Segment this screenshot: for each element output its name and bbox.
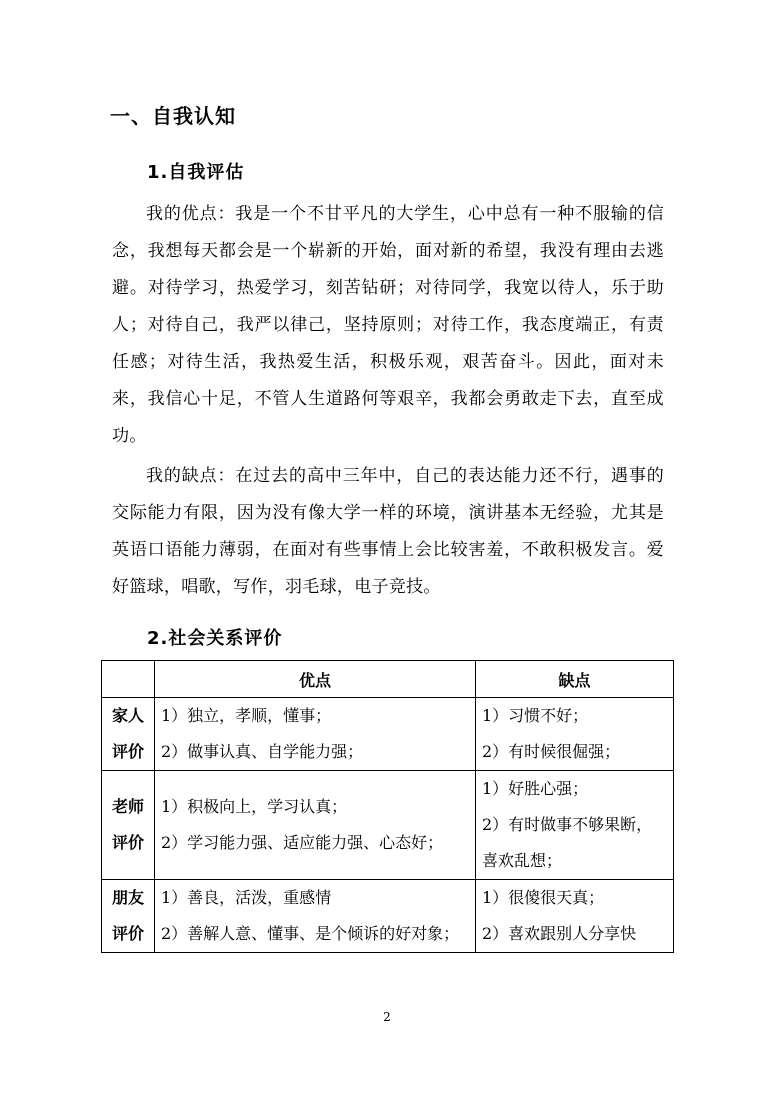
page-number: 2 — [383, 1010, 391, 1024]
table-row — [102, 698, 674, 771]
pros-cell — [155, 771, 476, 880]
row-label-line: 评价 — [111, 742, 144, 761]
cons-item: 2）喜欢跟别人分享快 — [482, 924, 637, 943]
row-label-line: 评价 — [111, 924, 144, 943]
pros-item: 1）独立，孝顺，懂事； — [161, 706, 332, 725]
table-header-row — [102, 661, 674, 698]
cons-cell — [476, 771, 674, 880]
row-label — [102, 771, 155, 880]
header-blank — [102, 661, 155, 698]
pros-cell — [155, 880, 476, 953]
cons-item: 1）习惯不好； — [482, 706, 589, 725]
weakness-paragraph: 我的缺点：在过去的高中三年中，自己的表达能力还不行，遇事的交际能力有限，因为没有像大学一样的环境，演讲基本无经验，尤其是英语口语能力薄弱，在面对有些事情上会比较害羞，不敢积极发言。爱好篮球，唱歌，写作，羽毛球，电子竞技。 — [112, 466, 664, 597]
pros-item: 1）善良，活泼，重感情 — [161, 888, 332, 907]
cons-item: 2）有时做事不够果断， — [482, 815, 653, 834]
pros-item: 1）积极向上，学习认真； — [161, 797, 348, 816]
header-pros: 优点 — [155, 661, 476, 698]
cons-cell — [476, 880, 674, 953]
strengths-paragraph: 我的优点：我是一个不甘平凡的大学生，心中总有一种不服输的信念，我想每天都会是一个崭新的开始，面对新的希望，我没有理由去逃避。对待学习，热爱学习，刻苦钻研；对待同学，我宽以待人，乐于助人；对待自己，我严以律己，坚持原则；对待工作，我态度端正，有责任感；对待生活，我热爱生活，积极乐观，艰苦奋斗。因此，面对未来，我信心十足，不管人生道路何等艰辛，我都会勇敢走下去，直至成功。 — [112, 204, 664, 446]
cons-item: 2）有时候很倔强； — [482, 742, 621, 761]
subsection-title-social-evaluation: 2.社会关系评价 — [147, 628, 283, 649]
row-label — [102, 698, 155, 771]
table-row — [102, 771, 674, 880]
row-label-line: 评价 — [111, 833, 144, 852]
cons-item: 喜欢乱想； — [482, 851, 563, 870]
row-label-line: 老师 — [111, 797, 144, 816]
header-cons: 缺点 — [476, 661, 674, 698]
row-label-line: 朋友 — [111, 888, 144, 907]
cons-cell — [476, 698, 674, 771]
section-heading: 一、自我认知 — [110, 104, 236, 128]
pros-item: 2）学习能力强、适应能力强、心态好； — [161, 833, 444, 852]
subsection-title-self-assessment: 1.自我评估 — [147, 162, 245, 183]
cons-item: 1）很傻很天真； — [482, 888, 605, 907]
cons-item: 1）好胜心强； — [482, 779, 589, 798]
pros-item: 2）做事认真、自学能力强； — [161, 742, 364, 761]
row-label — [102, 880, 155, 953]
table-row — [102, 880, 674, 953]
pros-item: 2）善解人意、懂事、是个倾诉的好对象； — [161, 924, 460, 943]
row-label-line: 家人 — [111, 706, 144, 725]
pros-cell — [155, 698, 476, 771]
social-evaluation-table — [101, 660, 674, 953]
